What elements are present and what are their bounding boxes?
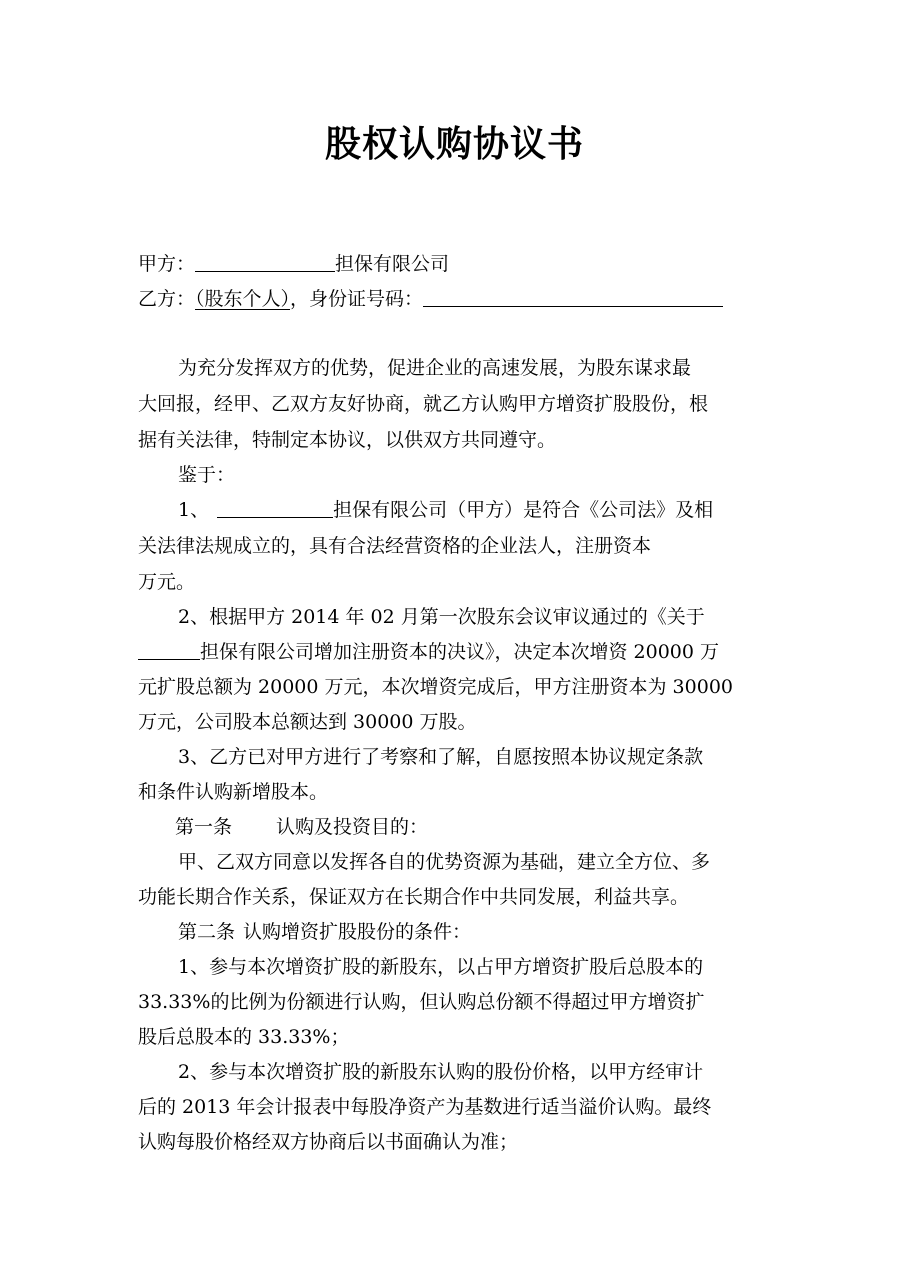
article1-heading xyxy=(175,808,815,846)
condition1-line-1: 1、参与本次增资扩股的新股东，以占甲方增资扩股后总股本的 xyxy=(178,956,704,978)
party-a-line xyxy=(138,245,778,283)
article2-number: 第二条 xyxy=(178,921,236,943)
document-title: 股权认购协议书 xyxy=(324,123,584,165)
party-b-line xyxy=(138,280,778,318)
party-b-label: 乙方： xyxy=(138,288,196,310)
article1-number: 第一条 xyxy=(175,816,233,838)
item1-number: 1、 xyxy=(178,499,210,521)
article2-title: 认购增资扩股股份的条件： xyxy=(243,921,472,943)
item2-line-2 xyxy=(138,633,778,671)
article1-title: 认购及投资目的： xyxy=(276,816,429,838)
condition2-line-3: 认购每股价格经双方协商后以书面确认为准； xyxy=(138,1131,519,1153)
item1-line-2: 关法律法规成立的，具有合法经营资格的企业法人，注册资本 xyxy=(138,535,652,557)
item2-line-1: 2、根据甲方 2014 年 02 月第一次股东会议审议通过的《关于 xyxy=(178,606,705,628)
item3-line-2: 和条件认购新增股本。 xyxy=(138,781,329,803)
condition2-line-1: 2、参与本次增资扩股的新股东认购的股份价格，以甲方经审计 xyxy=(178,1061,704,1083)
party-b-id-label: ，身份证号码： xyxy=(290,288,424,310)
condition1-line-3: 股后总股本的 33.33%； xyxy=(138,1026,350,1048)
article2-heading xyxy=(178,913,818,951)
item2-blank xyxy=(138,637,200,660)
intro-line-1: 为充分发挥双方的优势，促进企业的高速发展，为股东谋求最 xyxy=(178,357,692,379)
whereas-heading: 鉴于： xyxy=(178,464,236,486)
item1-blank xyxy=(217,495,333,518)
article1-line-1: 甲、乙双方同意以发挥各自的优势资源为基础，建立全方位、多 xyxy=(178,851,711,873)
item2-line-3: 元扩股总额为 20000 万元，本次增资完成后，甲方注册资本为 30000 xyxy=(138,676,734,698)
item3-line-1: 3、乙方已对甲方进行了考察和了解，自愿按照本协议规定条款 xyxy=(178,746,704,768)
intro-line-3: 据有关法律，特制定本协议，以供双方共同遵守。 xyxy=(138,429,557,451)
item1-text: 担保有限公司（甲方）是符合《公司法》及相 xyxy=(333,499,714,521)
party-b-id-blank xyxy=(423,284,723,307)
party-b-name: （股东个人） xyxy=(195,288,291,310)
party-a-blank xyxy=(195,249,335,272)
condition1-line-2: 33.33%的比例为份额进行认购，但认购总份额不得超过甲方增资扩 xyxy=(138,991,705,1013)
item2-line-4: 万元，公司股本总额达到 30000 万股。 xyxy=(138,711,477,733)
intro-line-2: 大回报，经甲、乙双方友好协商，就乙方认购甲方增资扩股股份，根 xyxy=(138,393,709,415)
party-a-suffix: 担保有限公司 xyxy=(335,253,450,275)
item1-line-1 xyxy=(178,491,818,529)
party-a-label: 甲方： xyxy=(138,253,196,275)
item2-text: 担保有限公司增加注册资本的决议》，决定本次增资 20000 万 xyxy=(200,641,720,663)
article1-line-2: 功能长期合作关系，保证双方在长期合作中共同发展，利益共享。 xyxy=(138,886,690,908)
item1-line-3: 万元。 xyxy=(138,571,196,593)
condition2-line-2: 后的 2013 年会计报表中每股净资产为基数进行适当溢价认购。最终 xyxy=(138,1096,712,1118)
